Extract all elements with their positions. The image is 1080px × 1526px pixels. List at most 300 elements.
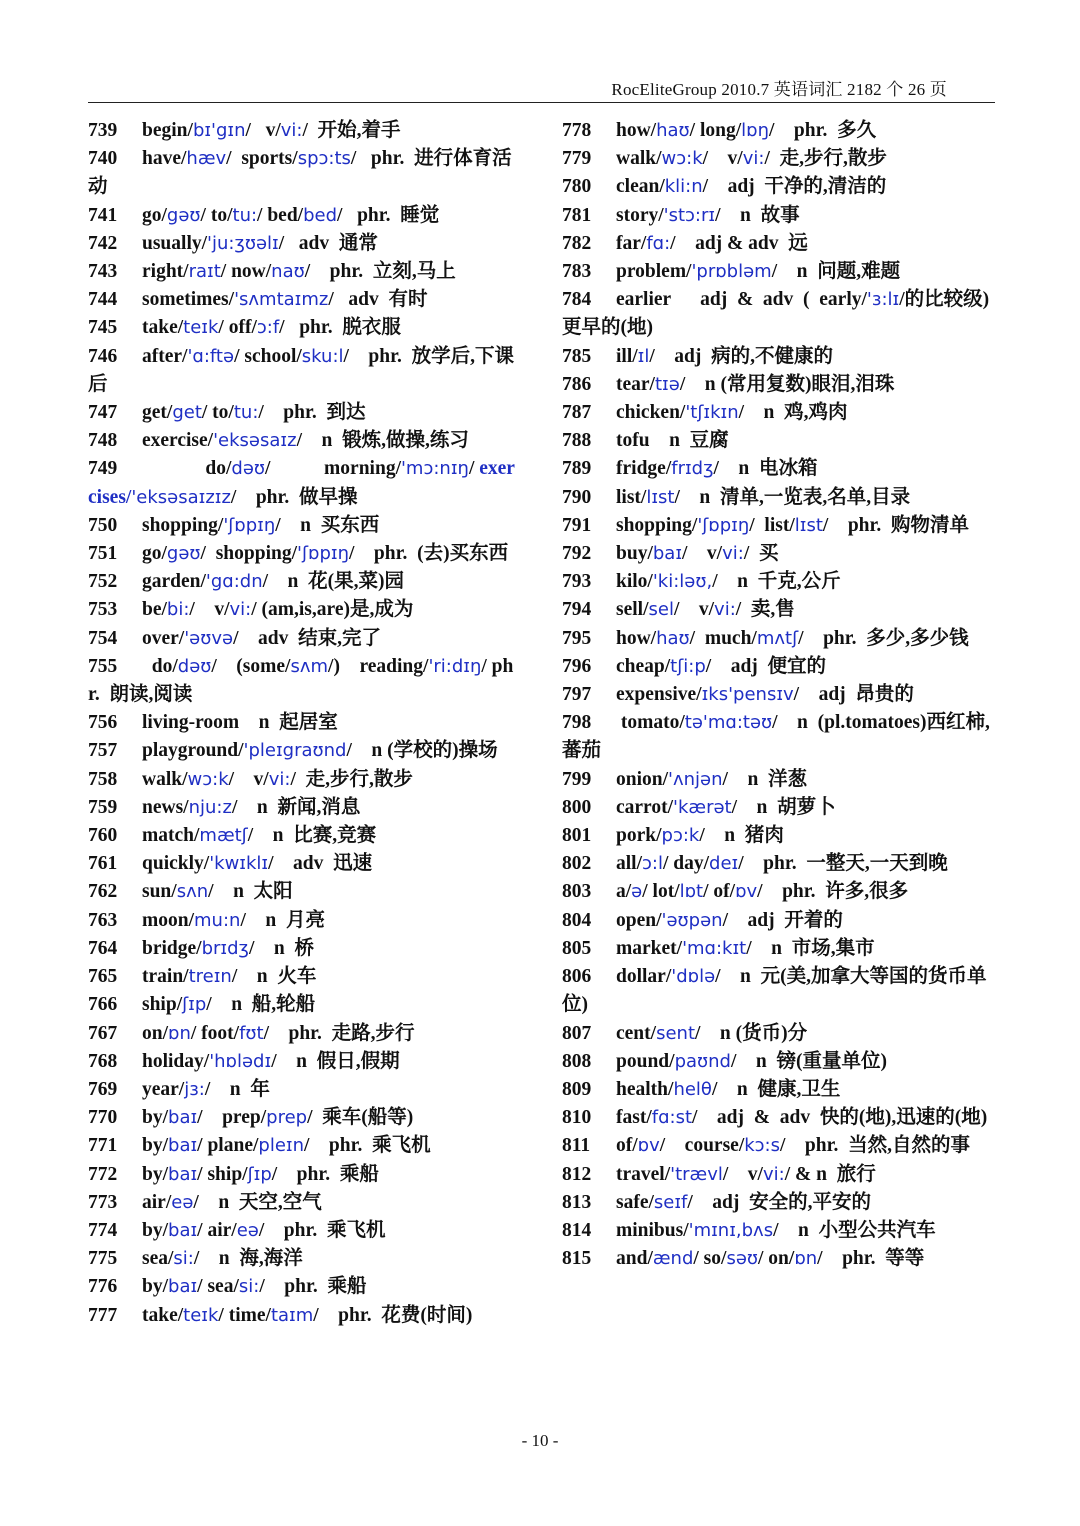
phonetic: 'sʌmtaɪmz — [234, 289, 329, 311]
entry-text: / (am,is,are)是,成为 — [251, 599, 414, 621]
entry-text: /) reading/ — [328, 655, 429, 677]
entry-number: 748 — [88, 430, 118, 452]
entry-number: 791 — [562, 514, 592, 536]
vocab-entry — [88, 794, 520, 822]
phonetic: nju:z — [188, 796, 232, 818]
entry-number: 785 — [562, 345, 592, 367]
entry-text: how/ — [616, 627, 657, 649]
phonetic: 'gɑ:dn — [205, 571, 263, 593]
phonetic: vi: — [280, 120, 303, 141]
vocab-entry — [88, 1161, 520, 1189]
entry-text: / v/ — [682, 543, 723, 565]
phonetic: sʌn — [176, 881, 209, 903]
entry-text: / n 年 — [204, 1078, 270, 1100]
entry-number: 782 — [562, 232, 592, 254]
entry-number: 770 — [88, 1107, 118, 1129]
phonetic: baɪ — [652, 543, 683, 565]
entry-text: pork/ — [616, 825, 662, 847]
entry-text: a/ — [616, 881, 632, 903]
entry-number: 767 — [88, 1022, 118, 1044]
entry-text: / phr. 乘飞机 — [304, 1135, 431, 1157]
entry-text: / n 月亮 — [240, 909, 325, 931]
entry-text: fridge/ — [616, 458, 672, 480]
entry-text: sun/ — [142, 881, 177, 903]
entry-number: 740 — [88, 148, 118, 170]
entry-text: / phr. 做早操 — [230, 486, 358, 508]
vocab-entry — [562, 399, 994, 427]
entry-number: 798 — [562, 712, 592, 734]
entry-number: 760 — [88, 825, 118, 847]
phonetic: fʊt — [239, 1022, 264, 1044]
entry-number: 743 — [88, 261, 118, 283]
entry-text: / ship/ — [197, 1163, 248, 1185]
vocab-entry — [562, 568, 994, 596]
vocab-entry — [562, 878, 994, 906]
vocab-entry — [88, 314, 520, 342]
entry-text: air/ — [142, 1191, 172, 1213]
entry-text: walk/ — [142, 768, 188, 790]
phonetic: sku:l — [301, 345, 344, 367]
phonetic: 'əʊpən — [661, 909, 723, 931]
entry-text: kilo/ — [616, 571, 653, 593]
entry-text: ship/ — [142, 994, 183, 1016]
entry-text: living-room n 起居室 — [142, 712, 338, 734]
entry-text: news/ — [142, 796, 189, 818]
entry-text: minibus/ — [616, 1219, 689, 1241]
phonetic: mætʃ — [199, 825, 248, 847]
phonetic: bed — [303, 204, 338, 226]
entry-text: / & n 旅行 — [784, 1163, 876, 1185]
entry-number: 784 — [562, 289, 592, 311]
vocab-entry — [562, 1048, 994, 1076]
phonetic: mu:n — [194, 909, 241, 931]
vocab-entry — [562, 173, 994, 201]
entry-number: 804 — [562, 909, 592, 931]
phonetic: lɒŋ — [741, 120, 769, 141]
entry-number: 744 — [88, 289, 118, 311]
entry-text: / much/ — [689, 627, 757, 649]
entry-number: 771 — [88, 1135, 118, 1157]
entry-text: / n 买东西 — [275, 514, 380, 536]
entry-text: / n 火车 — [231, 966, 317, 988]
entry-text: / shopping/ — [200, 543, 298, 565]
entry-text: / adv 迅速 — [268, 853, 373, 875]
entry-text: / air/ — [197, 1219, 237, 1241]
phonetic: wɔ:k — [187, 768, 229, 790]
vocab-entry — [562, 794, 994, 822]
entry-number: 749 — [88, 458, 118, 480]
entry-text: / n 问题,难题 — [771, 261, 901, 283]
phonetic: ə — [631, 881, 643, 903]
entry-text: how/ — [616, 120, 657, 141]
entry-number: 766 — [88, 994, 118, 1016]
phonetic: gəʊ — [166, 543, 201, 565]
vocab-entry — [88, 850, 520, 878]
entry-text: / phr. 多少,多少钱 — [798, 627, 969, 649]
entry-text: / phr. 许多,很多 — [757, 881, 909, 903]
entry-text: / phr. 睡觉 — [337, 204, 440, 226]
vocab-entry — [88, 907, 520, 935]
phonetic: get — [172, 402, 202, 424]
vocab-entry — [562, 540, 994, 568]
phonetic: haʊ — [656, 120, 690, 141]
entry-text: / phr. 当然,自然的事 — [780, 1135, 970, 1157]
phonetic: baɪ — [168, 1107, 198, 1129]
entry-text: / long/ — [689, 120, 742, 141]
phonetic: vi: — [762, 1163, 785, 1185]
phonetic: jɜ: — [184, 1078, 205, 1100]
phonetic: dəʊ — [177, 655, 212, 677]
entry-number: 752 — [88, 571, 118, 593]
entry-text: / bed/ — [257, 204, 304, 226]
vocab-entry — [562, 1020, 994, 1048]
phonetic: vi: — [229, 599, 252, 621]
entry-number: 812 — [562, 1163, 592, 1185]
entry-text: buy/ — [616, 543, 653, 565]
phonetic: tu: — [233, 402, 259, 424]
entry-text: playground/ — [142, 740, 244, 762]
entry-text: right/ — [142, 261, 189, 283]
entry-text: / phr. 乘飞机 — [258, 1219, 386, 1241]
entry-number: 757 — [88, 740, 118, 762]
entry-text: / — [468, 458, 480, 480]
entry-text: / (some/ — [211, 655, 291, 677]
entry-text: / phr. (去)买东西 — [348, 543, 509, 565]
entry-text: holiday/ — [142, 1050, 210, 1072]
entry-text: / 乘车(船等) — [307, 1107, 414, 1129]
entry-number: 756 — [88, 712, 118, 734]
phonetic: raɪt — [188, 261, 221, 283]
entry-text: / to/ — [200, 204, 233, 226]
entry-text: begin/ — [142, 120, 193, 141]
vocab-entry — [562, 1076, 994, 1104]
entry-number: 790 — [562, 486, 592, 508]
entry-text: train/ — [142, 966, 189, 988]
vocab-entry — [562, 1245, 994, 1273]
vocab-entry — [562, 1132, 994, 1160]
vocab-entry — [562, 935, 994, 963]
entry-number: 787 — [562, 402, 592, 424]
vocab-entry — [88, 822, 520, 850]
entry-text: / adv 有时 — [328, 289, 428, 311]
entry-number: 792 — [562, 543, 592, 565]
entry-text: / n 花(果,菜)园 — [262, 571, 405, 593]
entry-text: / phr. 到达 — [258, 402, 366, 424]
phonetic: fɑ: — [646, 232, 671, 254]
vocab-entry — [88, 1273, 520, 1301]
entry-number: 789 — [562, 458, 592, 480]
phonetic: 'ɜ:lɪ — [866, 289, 900, 311]
vocab-entry — [562, 1104, 994, 1132]
phonetic: 'ɑ:ftə — [187, 345, 235, 367]
entry-text: / phr. 花费(时间) — [313, 1304, 473, 1326]
entry-text: / n 锻炼,做操,练习 — [296, 430, 469, 452]
entry-text: chicken/ — [616, 402, 686, 424]
entry-number: 774 — [88, 1219, 118, 1241]
entry-text: / n 故事 — [715, 204, 800, 226]
vocab-entry — [88, 1104, 520, 1132]
entry-text: open/ — [616, 909, 662, 931]
phonetic: baɪ — [168, 1163, 198, 1185]
entry-text: / adj 干净的,清洁的 — [702, 176, 887, 198]
right-column — [562, 117, 994, 1273]
entry-number: 786 — [562, 373, 592, 395]
entry-text: / n (pl.tomatoes)西红柿,蕃茄 — [562, 712, 990, 762]
vocab-entry — [88, 568, 520, 596]
entry-text: / n 船,轮船 — [206, 994, 316, 1016]
vocab-entry — [562, 343, 994, 371]
entry-number: 807 — [562, 1022, 592, 1044]
phonetic: 'dɒlə — [671, 966, 716, 988]
entry-text: expensive/ — [616, 684, 702, 706]
vocab-entry — [562, 850, 994, 878]
entry-number: 777 — [88, 1304, 118, 1326]
entry-text: by/ — [142, 1219, 169, 1241]
vocab-entry — [562, 427, 994, 455]
entry-text: / n 假日,假期 — [271, 1050, 400, 1072]
phonetic: 'stɔ:rɪ — [663, 204, 716, 226]
phonetic: ʃɪp — [247, 1163, 272, 1185]
entry-text: / adv 结束,完了 — [233, 627, 381, 649]
phonetic: teɪk — [183, 317, 219, 339]
entry-text: / lot/ — [642, 881, 680, 903]
entry-text: / plane/ — [197, 1135, 259, 1157]
entry-text: / list/ — [749, 514, 795, 536]
phonetic: sent — [656, 1022, 695, 1044]
entry-text: usually/ — [142, 232, 208, 254]
entry-number: 765 — [88, 966, 118, 988]
phonetic: 'kærət — [673, 796, 732, 818]
entry-text: fast/ — [616, 1107, 652, 1129]
entry-text: / phr. 走路,步行 — [263, 1022, 415, 1044]
phonetic: bi: — [166, 599, 190, 621]
entry-number: 801 — [562, 825, 592, 847]
entry-number: 783 — [562, 261, 592, 283]
phonetic: 'mɑ:kɪt — [682, 937, 747, 959]
vocab-entry — [88, 343, 520, 399]
phonetic: ɔ:f — [256, 317, 280, 339]
entry-number: 758 — [88, 768, 118, 790]
vocab-entry — [562, 907, 994, 935]
vocab-entry — [562, 286, 994, 342]
vocab-entry — [88, 258, 520, 286]
entry-text: carrot/ — [616, 796, 674, 818]
phonetic: 'ʃɒpɪŋ — [697, 514, 750, 536]
vocab-entry — [562, 766, 994, 794]
entry-text: onion/ — [616, 768, 669, 790]
entry-text: / phr. 放学后,下课后 — [88, 345, 514, 395]
entry-text: take/ — [142, 317, 184, 339]
vocab-entry — [88, 737, 520, 765]
phonetic: 'ʃɒpɪŋ — [223, 514, 276, 536]
phonetic: ɒn — [168, 1022, 191, 1044]
entry-text: / n 健康,卫生 — [711, 1078, 841, 1100]
left-column — [88, 117, 520, 1330]
vocab-entry — [562, 1161, 994, 1189]
entry-text: /的比较级)更早的(地) — [562, 289, 990, 339]
entry-text: after/ — [142, 345, 188, 367]
entry-text: / n 鸡,鸡肉 — [738, 402, 848, 424]
entry-text: / v/ — [722, 1163, 763, 1185]
vocab-entry — [88, 230, 520, 258]
entry-text: get/ — [142, 402, 173, 424]
vocab-entry — [562, 653, 994, 681]
phonetic: 'tʃɪkɪn — [685, 402, 739, 424]
vocab-entry — [562, 455, 994, 483]
phonetic: 'kwɪklɪ — [209, 853, 269, 875]
entry-text: go/ — [142, 204, 167, 226]
entry-text: list/ — [616, 486, 647, 508]
entry-text: by/ — [142, 1107, 169, 1129]
entry-text: / day/ — [662, 853, 710, 875]
vocab-entry — [562, 596, 994, 624]
phonetic: mʌtʃ — [756, 627, 799, 649]
entry-text: market/ — [616, 937, 683, 959]
phonetic: kɔ:s — [744, 1135, 780, 1157]
phonetic: eə — [171, 1191, 194, 1213]
phonetic: ɔ:l — [642, 853, 663, 875]
entry-number: 773 — [88, 1191, 118, 1213]
phonetic: treɪn — [188, 966, 232, 988]
vocab-entry — [88, 625, 520, 653]
phonetic: ɒv — [637, 1135, 660, 1157]
entry-number: 750 — [88, 514, 118, 536]
entry-text: / n (货币)分 — [695, 1022, 808, 1044]
entry-text: clean/ — [616, 176, 665, 198]
entry-text: / adj 安全的,平安的 — [687, 1191, 872, 1213]
phonetic: wɔ:k — [661, 148, 703, 170]
phonetic: dəʊ — [231, 458, 266, 480]
entry-text: do/ — [142, 458, 232, 480]
entry-number: 779 — [562, 148, 592, 170]
phonetic: vi: — [714, 599, 736, 621]
entry-text: / n 太阳 — [208, 881, 293, 903]
entry-number: 810 — [562, 1107, 592, 1129]
phonetic: 'ju:ʒʊəlɪ — [207, 232, 279, 254]
phonetic: ɒv — [735, 881, 758, 903]
entry-text: / adj 昂贵的 — [793, 684, 914, 706]
entry-text: / off/ — [218, 317, 257, 339]
phonetic: 'mɪnɪ,bʌs — [688, 1219, 774, 1241]
vocab-entry — [562, 145, 994, 173]
entry-number: 741 — [88, 204, 118, 226]
vocab-entry — [88, 935, 520, 963]
entry-text: / foot/ — [190, 1022, 240, 1044]
phonetic: 'eksəsaɪzɪz — [131, 486, 231, 508]
entry-text: by/ — [142, 1135, 169, 1157]
entry-number: 751 — [88, 543, 118, 565]
phonetic: 'ʃɒpɪŋ — [297, 543, 349, 565]
entry-number: 754 — [88, 627, 118, 649]
phonetic: sʌm — [290, 655, 329, 677]
entry-text: / phr. 进行体育活动 — [88, 148, 512, 198]
entry-text: / 卖,售 — [735, 599, 795, 621]
entry-text: by/ — [142, 1276, 169, 1298]
entry-number: 794 — [562, 599, 592, 621]
phonetic: vi: — [268, 768, 291, 790]
entry-number: 776 — [88, 1276, 118, 1298]
entry-text: / adj 开着的 — [722, 909, 843, 931]
entry-text: / v/ — [245, 120, 281, 141]
entry-number: 778 — [562, 120, 592, 141]
entry-text: / 买 — [743, 543, 779, 565]
entry-text: sometimes/ — [142, 289, 235, 311]
entry-text: / n 小型公共汽车 — [773, 1219, 936, 1241]
phonetic: si: — [173, 1248, 194, 1270]
entry-text: / n 千克,公斤 — [712, 571, 841, 593]
entry-number: 769 — [88, 1078, 118, 1100]
phonetic: 'əʊvə — [184, 627, 234, 649]
entry-number: 805 — [562, 937, 592, 959]
entry-text: / phr. 立刻,马上 — [304, 261, 456, 283]
vocab-entry — [88, 653, 520, 709]
phonetic: taɪm — [270, 1304, 314, 1326]
entry-text: / phr. 多久 — [769, 120, 877, 141]
entry-number: 799 — [562, 768, 592, 790]
entry-number: 739 — [88, 120, 118, 141]
entry-text: on/ — [142, 1022, 169, 1044]
phonetic: lɪst — [794, 514, 823, 536]
entry-number: 775 — [88, 1248, 118, 1270]
phonetic: kli:n — [664, 176, 703, 198]
entry-text: / v/ — [702, 148, 743, 170]
entry-text: / sea/ — [197, 1276, 239, 1298]
entry-text: match/ — [142, 825, 200, 847]
phonetic: seɪf — [653, 1191, 688, 1213]
vocab-entry — [562, 484, 994, 512]
entry-text: / n 比赛,竞赛 — [247, 825, 377, 847]
phonetic: baɪ — [168, 1135, 198, 1157]
entry-text: / n 洋葱 — [722, 768, 808, 790]
vocab-entry — [88, 540, 520, 568]
entry-text: / n 海,海洋 — [193, 1248, 303, 1270]
entry-text: do/ — [142, 655, 178, 677]
entry-text: pound/ — [616, 1050, 675, 1072]
phonetic: baɪ — [168, 1219, 198, 1241]
entry-text: / n (常用复数)眼泪,泪珠 — [679, 373, 895, 395]
entry-number: 802 — [562, 853, 592, 875]
vocab-entry — [562, 822, 994, 850]
header-text: RocEliteGroup 2010.7 英语词汇 2182 个 26 页 — [611, 80, 947, 99]
phonetic: gəʊ — [166, 204, 201, 226]
phonetic: ænd — [652, 1248, 694, 1270]
phonetic: vi: — [722, 543, 744, 565]
entry-text: all/ — [616, 853, 643, 875]
vocab-entry — [88, 1245, 520, 1273]
phonetic: ɒn — [794, 1248, 818, 1270]
vocab-entry — [88, 596, 520, 624]
entry-text: / n 清单,一览表,名单,目录 — [674, 486, 911, 508]
vocab-entry — [88, 455, 520, 511]
entry-text: / 开始,着手 — [302, 120, 401, 141]
entry-text: go/ — [142, 543, 167, 565]
entry-text: / n 猪肉 — [699, 825, 784, 847]
page-header — [88, 70, 995, 103]
entry-number: 753 — [88, 599, 118, 621]
phonetic: 'prɒbləm — [691, 261, 772, 283]
vocab-entry — [88, 427, 520, 455]
vocab-entry — [562, 258, 994, 286]
vocab-entry — [562, 963, 994, 1019]
vocab-entry — [562, 117, 994, 145]
phonetic: pɔ:k — [661, 825, 700, 847]
phonetic: deɪ — [709, 853, 739, 875]
entry-number: 745 — [88, 317, 118, 339]
vocab-entry — [88, 766, 520, 794]
entry-text: tomato/ — [616, 712, 685, 734]
entry-text: / so/ — [693, 1248, 727, 1270]
vocab-entry — [562, 202, 994, 230]
